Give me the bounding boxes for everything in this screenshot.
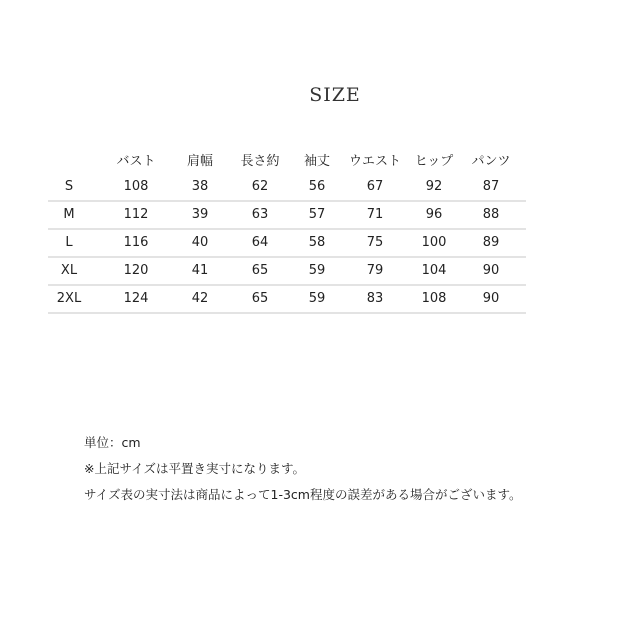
table-header-row [48,148,526,174]
header-cell-waist: ウエスト [348,154,401,169]
waist-value: 67 [366,179,384,194]
table-row [48,286,526,314]
pants-value: 89 [482,235,500,250]
waist-value: 71 [366,207,384,222]
size-label: M [63,207,75,222]
shoulder-value: 41 [191,263,209,278]
bust-value: 116 [123,235,149,250]
waist-value: 79 [366,263,384,278]
table-row [48,230,526,258]
pants-value: 90 [482,263,500,278]
waist-value: 83 [366,291,384,306]
table-row [48,174,526,202]
size-label: S [64,179,74,194]
flat-measurement-note: ※上記サイズは平置き実寸になります。 [84,461,305,476]
shoulder-value: 39 [191,207,209,222]
header-cell-hip: ヒップ [414,154,454,169]
length-value: 63 [251,207,269,222]
size-notes [84,430,521,508]
length-value: 64 [251,235,269,250]
sleeve-value: 59 [308,263,326,278]
bust-value: 124 [123,291,149,306]
shoulder-value: 40 [191,235,209,250]
hip-value: 96 [425,207,443,222]
length-value: 65 [251,291,269,306]
header-cell-bust: バスト [116,154,156,169]
pants-value: 87 [482,179,500,194]
header-cell-sleeve: 袖丈 [303,154,330,169]
tolerance-note: サイズ表の実寸法は商品によって1-3cm程度の誤差がある場合がございます。 [84,487,522,502]
size-label: XL [60,263,78,278]
waist-value: 75 [366,235,384,250]
length-value: 62 [251,179,269,194]
bust-value: 120 [123,263,149,278]
length-value: 65 [251,263,269,278]
size-label: L [65,235,73,250]
table-row [48,258,526,286]
shoulder-value: 38 [191,179,209,194]
hip-value: 108 [421,291,447,306]
bust-value: 108 [123,179,149,194]
sleeve-value: 59 [308,291,326,306]
table-row [48,202,526,230]
size-label: 2XL [56,291,82,306]
size-table [48,148,526,314]
pants-value: 90 [482,291,500,306]
sleeve-value: 57 [308,207,326,222]
hip-value: 100 [421,235,447,250]
sleeve-value: 58 [308,235,326,250]
bust-value: 112 [123,207,149,222]
header-cell-length: 長さ約 [240,154,280,169]
header-cell-shoulder: 肩幅 [186,154,213,169]
shoulder-value: 42 [191,291,209,306]
header-cell-pants: パンツ [471,154,511,169]
hip-value: 92 [425,179,443,194]
page-title: SIZE [309,84,361,106]
hip-value: 104 [421,263,447,278]
sleeve-value: 56 [308,179,326,194]
unit-note: 単位：cm [84,435,141,450]
header-cell-size [48,148,90,174]
pants-value: 88 [482,207,500,222]
